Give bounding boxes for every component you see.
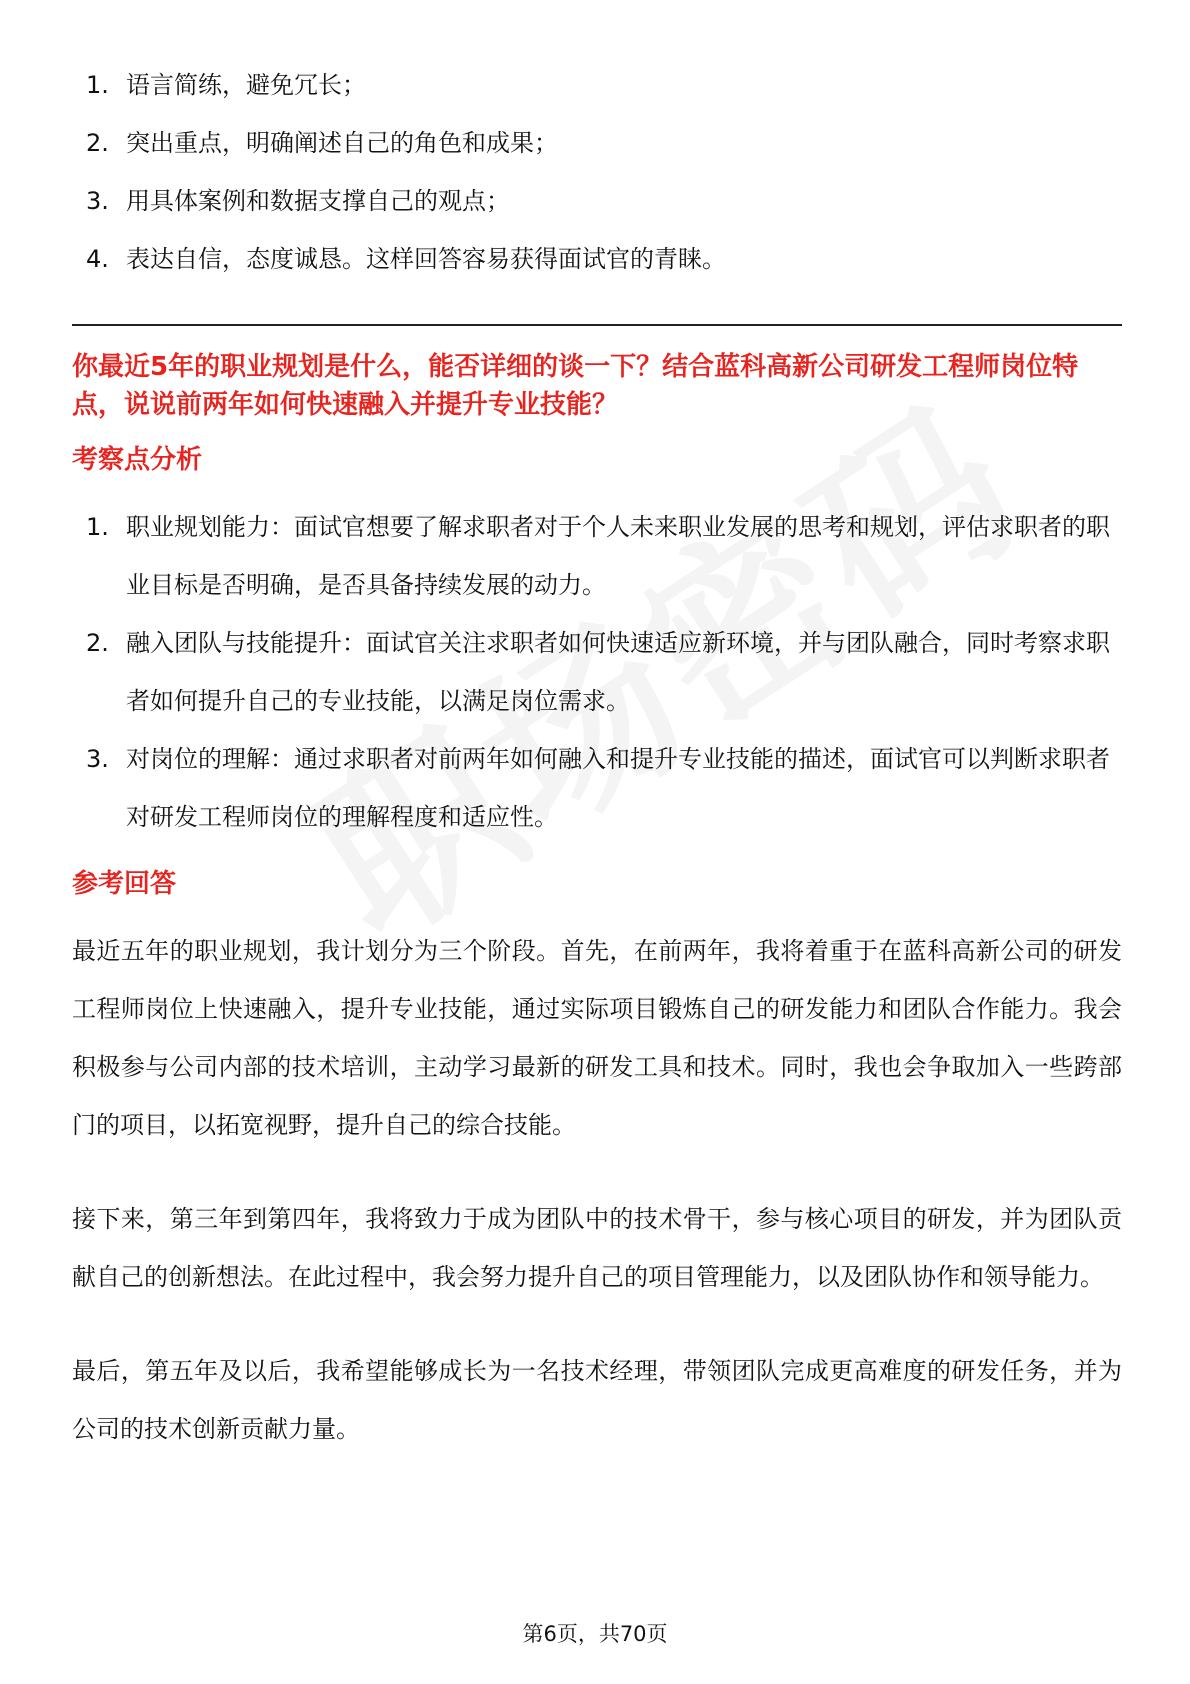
answer-paragraph: 接下来，第三年到第四年，我将致力于成为团队中的技术骨干，参与核心项目的研发，并为团队贡献自己的创新想法。在此过程中，我会努力提升自己的项目管理能力，以及团队协作和领导能力。 — [72, 1205, 1122, 1291]
list-item-text: 语言简练，避免冗长； — [126, 71, 366, 99]
list-number: 2. — [86, 629, 109, 657]
list-item-text: 突出重点，明确阐述自己的角色和成果； — [126, 129, 558, 157]
page-footer: 第6页，共70页 — [522, 1622, 668, 1646]
list-item — [72, 114, 1122, 172]
answer-heading: 参考回答 — [72, 869, 177, 899]
list-item — [72, 730, 1122, 846]
list-item-text: 职业规划能力：面试官想要了解求职者对于个人未来职业发展的思考和规划，评估求职者的职业目标是否明确，是否具备持续发展的动力。 — [126, 513, 1110, 599]
list-item — [72, 230, 1122, 288]
list-item-text: 用具体案例和数据支撑自己的观点； — [126, 187, 510, 215]
analysis-heading: 考察点分析 — [72, 445, 203, 475]
list-number: 3. — [86, 745, 109, 773]
list-number: 1. — [86, 513, 109, 541]
section-divider — [72, 324, 1122, 326]
list-item — [72, 614, 1122, 730]
tips-list — [72, 56, 1122, 288]
analysis-list — [72, 498, 1122, 846]
list-number: 4. — [86, 245, 109, 273]
list-item — [72, 498, 1122, 614]
list-item-text: 融入团队与技能提升：面试官关注求职者如何快速适应新环境，并与团队融合，同时考察求职者如何提升自己的专业技能，以满足岗位需求。 — [126, 629, 1110, 715]
list-number: 1. — [86, 71, 109, 99]
answer-paragraph: 最后，第五年及以后，我希望能够成长为一名技术经理，带领团队完成更高难度的研发任务，并为公司的技术创新贡献力量。 — [72, 1357, 1122, 1443]
list-number: 2. — [86, 129, 109, 157]
list-item — [72, 172, 1122, 230]
interview-question: 你最近5年的职业规划是什么，能否详细的谈一下？结合蓝科高新公司研发工程师岗位特点，说说前两年如何快速融入并提升专业技能？ — [72, 352, 1079, 420]
answer-paragraph: 最近五年的职业规划，我计划分为三个阶段。首先，在前两年，我将着重于在蓝科高新公司的研发工程师岗位上快速融入，提升专业技能，通过实际项目锻炼自己的研发能力和团队合作能力。我会积极参与公司内部的技术培训，主动学习最新的研发工具和技术。同时，我也会争取加入一些跨部门的项目，以拓宽视野，提升自己的综合技能。 — [72, 937, 1122, 1139]
list-number: 3. — [86, 187, 109, 215]
list-item-text: 对岗位的理解：通过求职者对前两年如何融入和提升专业技能的描述，面试官可以判断求职者对研发工程师岗位的理解程度和适应性。 — [126, 745, 1110, 831]
page-content — [72, 56, 1122, 1494]
list-item — [72, 56, 1122, 114]
list-item-text: 表达自信，态度诚恳。这样回答容易获得面试官的青睐。 — [126, 245, 726, 273]
